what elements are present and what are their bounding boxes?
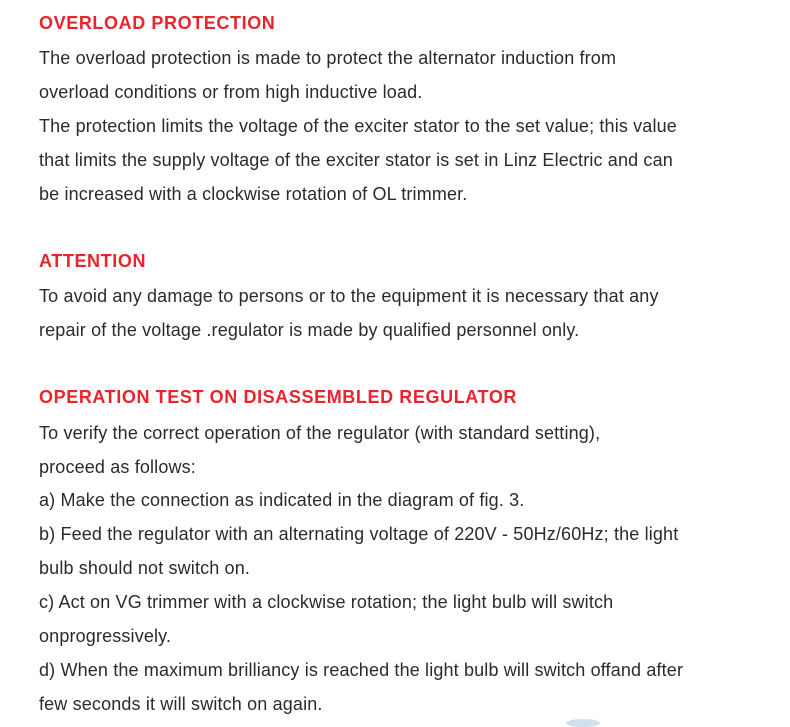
operation-test-step-d-cont: few seconds it will switch on again. bbox=[39, 694, 323, 714]
operation-test-step-d: d) When the maximum brilliancy is reached the light bulb will switch offand after bbox=[39, 660, 684, 680]
decorative-blob bbox=[566, 719, 600, 727]
overload-line-5: be increased with a clockwise rotation of OL trimmer. bbox=[39, 184, 468, 204]
overload-line-1: The overload protection is made to protect the alternator induction from bbox=[39, 48, 617, 68]
operation-test-line-2: proceed as follows: bbox=[39, 457, 196, 477]
operation-test-step-b: b) Feed the regulator with an alternating voltage of 220V - 50Hz/60Hz; the light bbox=[39, 524, 679, 544]
operation-test-step-a: a) Make the connection as indicated in the diagram of fig. 3. bbox=[39, 490, 525, 510]
operation-test-step-c-cont: onprogressively. bbox=[39, 626, 172, 646]
operation-test-step-b-cont: bulb should not switch on. bbox=[39, 558, 251, 578]
attention-heading: ATTENTION bbox=[39, 251, 147, 271]
operation-test-line-1: To verify the correct operation of the regulator (with standard setting), bbox=[39, 423, 601, 443]
overload-protection-heading: OVERLOAD PROTECTION bbox=[39, 13, 276, 33]
operation-test-heading: OPERATION TEST ON DISASSEMBLED REGULATOR bbox=[39, 387, 518, 407]
overload-line-3: The protection limits the voltage of the exciter stator to the set value; this value bbox=[39, 116, 677, 136]
operation-test-step-c: c) Act on VG trimmer with a clockwise rotation; the light bulb will switch bbox=[39, 592, 614, 612]
attention-line-2: repair of the voltage .regulator is made by qualified personnel only. bbox=[39, 320, 580, 340]
overload-line-4: that limits the supply voltage of the exciter stator is set in Linz Electric and can bbox=[39, 150, 673, 170]
attention-line-1: To avoid any damage to persons or to the equipment it is necessary that any bbox=[39, 286, 659, 306]
overload-line-2: overload conditions or from high inductive load. bbox=[39, 82, 423, 102]
